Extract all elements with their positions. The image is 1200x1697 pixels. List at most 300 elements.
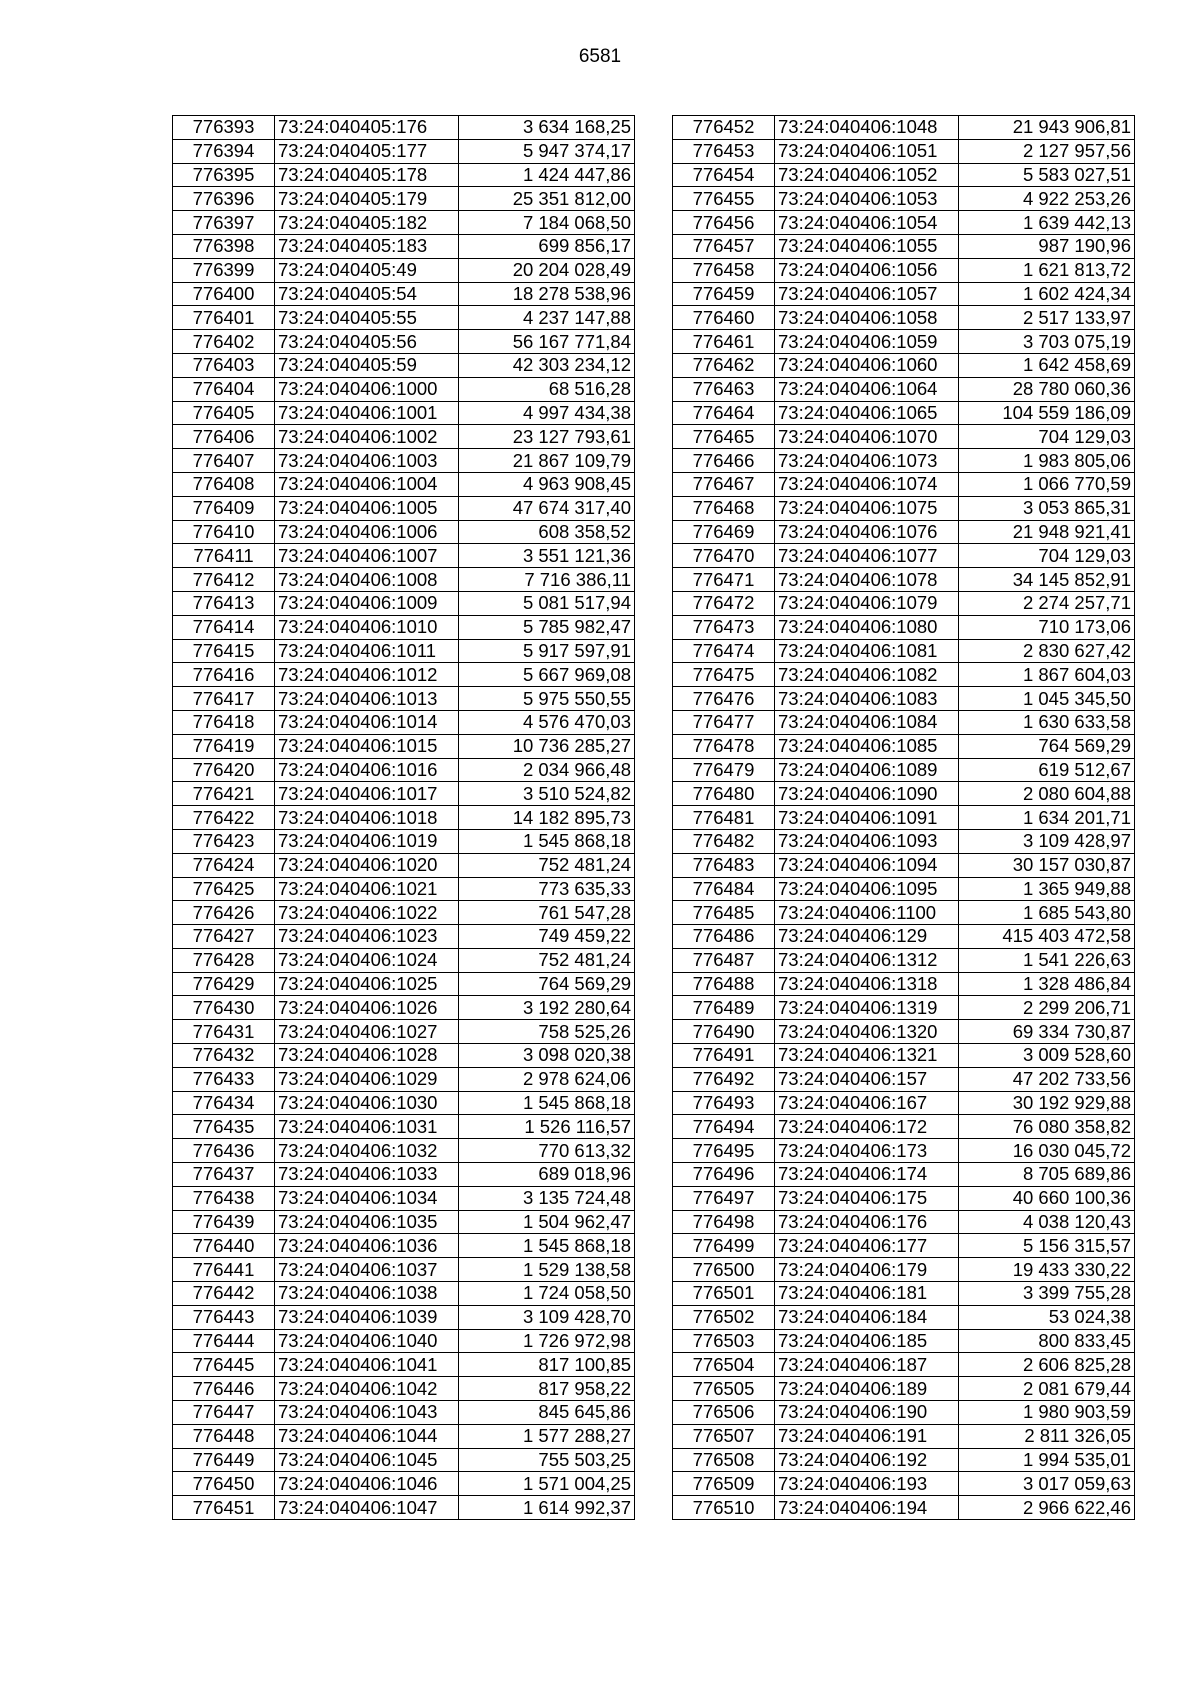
table-row (173, 1424, 635, 1448)
row-number-cell: 776446 (173, 1377, 275, 1401)
cadastral-number-cell: 73:24:040406:173 (775, 1139, 959, 1163)
value-cell: 3 399 755,28 (959, 1282, 1135, 1306)
row-number-cell: 776407 (173, 449, 275, 473)
value-cell: 758 525,26 (459, 1020, 635, 1044)
cadastral-number-cell: 73:24:040406:1070 (775, 425, 959, 449)
cadastral-number-cell: 73:24:040406:1075 (775, 496, 959, 520)
value-cell: 699 856,17 (459, 234, 635, 258)
table-row (673, 925, 1135, 949)
row-number-cell: 776473 (673, 615, 775, 639)
row-number-cell: 776439 (173, 1210, 275, 1234)
row-number-cell: 776458 (673, 258, 775, 282)
value-cell: 40 660 100,36 (959, 1186, 1135, 1210)
table-row (173, 234, 635, 258)
value-cell: 47 674 317,40 (459, 496, 635, 520)
table-row (673, 710, 1135, 734)
row-number-cell: 776399 (173, 258, 275, 282)
cadastral-number-cell: 73:24:040406:1029 (275, 1067, 459, 1091)
value-cell: 2 080 604,88 (959, 782, 1135, 806)
row-number-cell: 776463 (673, 377, 775, 401)
table-row (173, 1234, 635, 1258)
row-number-cell: 776451 (173, 1496, 275, 1520)
row-number-cell: 776486 (673, 925, 775, 949)
row-number-cell: 776468 (673, 496, 775, 520)
value-cell: 28 780 060,36 (959, 377, 1135, 401)
cadastral-number-cell: 73:24:040406:1082 (775, 663, 959, 687)
cadastral-number-cell: 73:24:040406:157 (775, 1067, 959, 1091)
cadastral-number-cell: 73:24:040405:178 (275, 163, 459, 187)
cadastral-number-cell: 73:24:040406:1056 (775, 258, 959, 282)
table-row (173, 163, 635, 187)
table-row (173, 996, 635, 1020)
cadastral-number-cell: 73:24:040406:1023 (275, 925, 459, 949)
row-number-cell: 776406 (173, 425, 275, 449)
value-cell: 4 997 434,38 (459, 401, 635, 425)
value-cell: 1 983 805,06 (959, 449, 1135, 473)
row-number-cell: 776400 (173, 282, 275, 306)
table-row (173, 758, 635, 782)
value-cell: 770 613,32 (459, 1139, 635, 1163)
table-row (673, 306, 1135, 330)
table-row (173, 925, 635, 949)
row-number-cell: 776438 (173, 1186, 275, 1210)
row-number-cell: 776408 (173, 472, 275, 496)
cadastral-number-cell: 73:24:040406:1312 (775, 948, 959, 972)
table-row (673, 948, 1135, 972)
row-number-cell: 776471 (673, 568, 775, 592)
cadastral-number-cell: 73:24:040406:1320 (775, 1020, 959, 1044)
table-row (673, 1377, 1135, 1401)
cadastral-number-cell: 73:24:040406:1018 (275, 806, 459, 830)
row-number-cell: 776476 (673, 687, 775, 711)
value-cell: 619 512,67 (959, 758, 1135, 782)
value-cell: 3 510 524,82 (459, 782, 635, 806)
table-row (673, 1401, 1135, 1425)
row-number-cell: 776421 (173, 782, 275, 806)
value-cell: 5 975 550,55 (459, 687, 635, 711)
table-row (673, 853, 1135, 877)
table-row (173, 449, 635, 473)
table-row (673, 1329, 1135, 1353)
value-cell: 68 516,28 (459, 377, 635, 401)
table-row (673, 734, 1135, 758)
value-cell: 761 547,28 (459, 901, 635, 925)
value-cell: 3 135 724,48 (459, 1186, 635, 1210)
row-number-cell: 776469 (673, 520, 775, 544)
table-row (173, 948, 635, 972)
cadastral-number-cell: 73:24:040405:59 (275, 353, 459, 377)
cadastral-number-cell: 73:24:040406:1052 (775, 163, 959, 187)
table-row (173, 401, 635, 425)
value-cell: 21 948 921,41 (959, 520, 1135, 544)
table-row (173, 806, 635, 830)
value-cell: 1 328 486,84 (959, 972, 1135, 996)
row-number-cell: 776410 (173, 520, 275, 544)
table-row (673, 1282, 1135, 1306)
table-row (173, 1401, 635, 1425)
table-row (173, 1020, 635, 1044)
row-number-cell: 776449 (173, 1448, 275, 1472)
row-number-cell: 776466 (673, 449, 775, 473)
registry-table-left (172, 115, 635, 1520)
value-cell: 1 504 962,47 (459, 1210, 635, 1234)
cadastral-number-cell: 73:24:040405:56 (275, 330, 459, 354)
table-row (673, 1496, 1135, 1520)
table-row (673, 877, 1135, 901)
row-number-cell: 776460 (673, 306, 775, 330)
cadastral-number-cell: 73:24:040406:1054 (775, 211, 959, 235)
cadastral-number-cell: 73:24:040406:1064 (775, 377, 959, 401)
value-cell: 3 053 865,31 (959, 496, 1135, 520)
table-row (173, 211, 635, 235)
value-cell: 1 066 770,59 (959, 472, 1135, 496)
table-row (673, 282, 1135, 306)
cadastral-number-cell: 73:24:040406:1053 (775, 187, 959, 211)
cadastral-number-cell: 73:24:040406:1037 (275, 1258, 459, 1282)
row-number-cell: 776420 (173, 758, 275, 782)
value-cell: 69 334 730,87 (959, 1020, 1135, 1044)
value-cell: 2 830 627,42 (959, 639, 1135, 663)
row-number-cell: 776413 (173, 591, 275, 615)
row-number-cell: 776404 (173, 377, 275, 401)
table-row (673, 1139, 1135, 1163)
value-cell: 3 009 528,60 (959, 1044, 1135, 1068)
row-number-cell: 776499 (673, 1234, 775, 1258)
table-row (673, 1258, 1135, 1282)
table-row (173, 1067, 635, 1091)
cadastral-number-cell: 73:24:040406:1015 (275, 734, 459, 758)
value-cell: 817 100,85 (459, 1353, 635, 1377)
cadastral-number-cell: 73:24:040406:1003 (275, 449, 459, 473)
value-cell: 5 917 597,91 (459, 639, 635, 663)
row-number-cell: 776459 (673, 282, 775, 306)
value-cell: 1 545 868,18 (459, 829, 635, 853)
cadastral-number-cell: 73:24:040406:1002 (275, 425, 459, 449)
value-cell: 14 182 895,73 (459, 806, 635, 830)
table-row (173, 687, 635, 711)
table-row (673, 1163, 1135, 1187)
value-cell: 752 481,24 (459, 853, 635, 877)
table-row (173, 1305, 635, 1329)
cadastral-number-cell: 73:24:040406:1091 (775, 806, 959, 830)
table-row (173, 877, 635, 901)
value-cell: 1 724 058,50 (459, 1282, 635, 1306)
row-number-cell: 776483 (673, 853, 775, 877)
cadastral-number-cell: 73:24:040406:1043 (275, 1401, 459, 1425)
row-number-cell: 776444 (173, 1329, 275, 1353)
cadastral-number-cell: 73:24:040406:1034 (275, 1186, 459, 1210)
cadastral-number-cell: 73:24:040406:1039 (275, 1305, 459, 1329)
cadastral-number-cell: 73:24:040406:1032 (275, 1139, 459, 1163)
table-row (673, 687, 1135, 711)
row-number-cell: 776505 (673, 1377, 775, 1401)
value-cell: 30 192 929,88 (959, 1091, 1135, 1115)
cadastral-number-cell: 73:24:040406:1090 (775, 782, 959, 806)
table-row (673, 1067, 1135, 1091)
table-row (173, 853, 635, 877)
row-number-cell: 776445 (173, 1353, 275, 1377)
cadastral-number-cell: 73:24:040406:1028 (275, 1044, 459, 1068)
row-number-cell: 776501 (673, 1282, 775, 1306)
row-number-cell: 776493 (673, 1091, 775, 1115)
row-number-cell: 776492 (673, 1067, 775, 1091)
value-cell: 2 978 624,06 (459, 1067, 635, 1091)
value-cell: 1 424 447,86 (459, 163, 635, 187)
table-row (673, 425, 1135, 449)
value-cell: 1 980 903,59 (959, 1401, 1135, 1425)
value-cell: 755 503,25 (459, 1448, 635, 1472)
value-cell: 1 867 604,03 (959, 663, 1135, 687)
cadastral-number-cell: 73:24:040406:1007 (275, 544, 459, 568)
row-number-cell: 776500 (673, 1258, 775, 1282)
row-number-cell: 776448 (173, 1424, 275, 1448)
table-row (673, 758, 1135, 782)
cadastral-number-cell: 73:24:040406:1000 (275, 377, 459, 401)
cadastral-number-cell: 73:24:040405:55 (275, 306, 459, 330)
table-row (173, 116, 635, 140)
cadastral-number-cell: 73:24:040406:1041 (275, 1353, 459, 1377)
value-cell: 3 551 121,36 (459, 544, 635, 568)
value-cell: 2 081 679,44 (959, 1377, 1135, 1401)
cadastral-number-cell: 73:24:040406:167 (775, 1091, 959, 1115)
row-number-cell: 776472 (673, 591, 775, 615)
value-cell: 1 526 116,57 (459, 1115, 635, 1139)
table-row (173, 1139, 635, 1163)
cadastral-number-cell: 73:24:040406:1078 (775, 568, 959, 592)
value-cell: 5 947 374,17 (459, 139, 635, 163)
cadastral-number-cell: 73:24:040406:1318 (775, 972, 959, 996)
table-row (673, 1044, 1135, 1068)
value-cell: 773 635,33 (459, 877, 635, 901)
table-row (173, 1115, 635, 1139)
row-number-cell: 776414 (173, 615, 275, 639)
row-number-cell: 776417 (173, 687, 275, 711)
value-cell: 987 190,96 (959, 234, 1135, 258)
cadastral-number-cell: 73:24:040406:129 (775, 925, 959, 949)
row-number-cell: 776479 (673, 758, 775, 782)
cadastral-number-cell: 73:24:040406:1011 (275, 639, 459, 663)
row-number-cell: 776464 (673, 401, 775, 425)
value-cell: 1 634 201,71 (959, 806, 1135, 830)
row-number-cell: 776436 (173, 1139, 275, 1163)
table-row (673, 591, 1135, 615)
row-number-cell: 776430 (173, 996, 275, 1020)
table-row (173, 615, 635, 639)
value-cell: 3 703 075,19 (959, 330, 1135, 354)
row-number-cell: 776490 (673, 1020, 775, 1044)
row-number-cell: 776487 (673, 948, 775, 972)
row-number-cell: 776393 (173, 116, 275, 140)
cadastral-number-cell: 73:24:040406:1042 (275, 1377, 459, 1401)
row-number-cell: 776508 (673, 1448, 775, 1472)
value-cell: 4 237 147,88 (459, 306, 635, 330)
value-cell: 2 127 957,56 (959, 139, 1135, 163)
cadastral-number-cell: 73:24:040405:54 (275, 282, 459, 306)
value-cell: 104 559 186,09 (959, 401, 1135, 425)
value-cell: 3 098 020,38 (459, 1044, 635, 1068)
value-cell: 2 966 622,46 (959, 1496, 1135, 1520)
table-row (673, 472, 1135, 496)
row-number-cell: 776455 (673, 187, 775, 211)
cadastral-number-cell: 73:24:040405:182 (275, 211, 459, 235)
table-row (673, 782, 1135, 806)
table-row (173, 139, 635, 163)
row-number-cell: 776405 (173, 401, 275, 425)
table-row (173, 1353, 635, 1377)
cadastral-number-cell: 73:24:040406:1095 (775, 877, 959, 901)
cadastral-number-cell: 73:24:040406:1024 (275, 948, 459, 972)
table-row (673, 353, 1135, 377)
table-row (173, 306, 635, 330)
table-row (673, 1091, 1135, 1115)
row-number-cell: 776419 (173, 734, 275, 758)
cadastral-number-cell: 73:24:040406:1038 (275, 1282, 459, 1306)
value-cell: 5 081 517,94 (459, 591, 635, 615)
value-cell: 23 127 793,61 (459, 425, 635, 449)
row-number-cell: 776461 (673, 330, 775, 354)
table-row (673, 639, 1135, 663)
row-number-cell: 776481 (673, 806, 775, 830)
cadastral-number-cell: 73:24:040406:1083 (775, 687, 959, 711)
row-number-cell: 776502 (673, 1305, 775, 1329)
value-cell: 5 667 969,08 (459, 663, 635, 687)
row-number-cell: 776398 (173, 234, 275, 258)
table-row (173, 377, 635, 401)
table-row (673, 996, 1135, 1020)
cadastral-number-cell: 73:24:040406:1321 (775, 1044, 959, 1068)
cadastral-number-cell: 73:24:040406:1076 (775, 520, 959, 544)
cadastral-number-cell: 73:24:040406:185 (775, 1329, 959, 1353)
row-number-cell: 776507 (673, 1424, 775, 1448)
table-row (673, 568, 1135, 592)
table-row (673, 258, 1135, 282)
row-number-cell: 776428 (173, 948, 275, 972)
row-number-cell: 776510 (673, 1496, 775, 1520)
cadastral-number-cell: 73:24:040406:1031 (275, 1115, 459, 1139)
row-number-cell: 776441 (173, 1258, 275, 1282)
row-number-cell: 776484 (673, 877, 775, 901)
value-cell: 4 576 470,03 (459, 710, 635, 734)
table-row (173, 710, 635, 734)
cadastral-number-cell: 73:24:040406:1021 (275, 877, 459, 901)
row-number-cell: 776494 (673, 1115, 775, 1139)
value-cell: 19 433 330,22 (959, 1258, 1135, 1282)
table-row (673, 829, 1135, 853)
row-number-cell: 776435 (173, 1115, 275, 1139)
value-cell: 2 299 206,71 (959, 996, 1135, 1020)
cadastral-number-cell: 73:24:040406:1040 (275, 1329, 459, 1353)
value-cell: 1 685 543,80 (959, 901, 1135, 925)
table-row (673, 1305, 1135, 1329)
table-row (673, 1234, 1135, 1258)
value-cell: 76 080 358,82 (959, 1115, 1135, 1139)
value-cell: 1 639 442,13 (959, 211, 1135, 235)
row-number-cell: 776498 (673, 1210, 775, 1234)
table-row (173, 330, 635, 354)
row-number-cell: 776456 (673, 211, 775, 235)
table-row (673, 1448, 1135, 1472)
table-row (173, 472, 635, 496)
row-number-cell: 776477 (673, 710, 775, 734)
value-cell: 56 167 771,84 (459, 330, 635, 354)
table-row (673, 187, 1135, 211)
cadastral-number-cell: 73:24:040406:190 (775, 1401, 959, 1425)
value-cell: 18 278 538,96 (459, 282, 635, 306)
value-cell: 7 716 386,11 (459, 568, 635, 592)
row-number-cell: 776491 (673, 1044, 775, 1068)
cadastral-number-cell: 73:24:040406:194 (775, 1496, 959, 1520)
row-number-cell: 776424 (173, 853, 275, 877)
cadastral-number-cell: 73:24:040406:1089 (775, 758, 959, 782)
value-cell: 25 351 812,00 (459, 187, 635, 211)
value-cell: 1 642 458,69 (959, 353, 1135, 377)
table-row (173, 496, 635, 520)
value-cell: 800 833,45 (959, 1329, 1135, 1353)
table-row (673, 544, 1135, 568)
cadastral-number-cell: 73:24:040406:1004 (275, 472, 459, 496)
row-number-cell: 776395 (173, 163, 275, 187)
value-cell: 16 030 045,72 (959, 1139, 1135, 1163)
table-row (173, 1163, 635, 1187)
cadastral-number-cell: 73:24:040406:177 (775, 1234, 959, 1258)
row-number-cell: 776467 (673, 472, 775, 496)
table-row (673, 211, 1135, 235)
row-number-cell: 776437 (173, 1163, 275, 1187)
row-number-cell: 776457 (673, 234, 775, 258)
value-cell: 1 621 813,72 (959, 258, 1135, 282)
table-row (173, 1186, 635, 1210)
row-number-cell: 776470 (673, 544, 775, 568)
cadastral-number-cell: 73:24:040406:1051 (775, 139, 959, 163)
registry-table-left-body (173, 116, 635, 1520)
value-cell: 3 109 428,97 (959, 829, 1135, 853)
value-cell: 1 571 004,25 (459, 1472, 635, 1496)
registry-table-right (672, 115, 1135, 1520)
table-row (173, 1448, 635, 1472)
value-cell: 53 024,38 (959, 1305, 1135, 1329)
table-row (173, 1258, 635, 1282)
cadastral-number-cell: 73:24:040406:1027 (275, 1020, 459, 1044)
cadastral-number-cell: 73:24:040406:179 (775, 1258, 959, 1282)
table-row (673, 163, 1135, 187)
cadastral-number-cell: 73:24:040406:1046 (275, 1472, 459, 1496)
cadastral-number-cell: 73:24:040406:1033 (275, 1163, 459, 1187)
row-number-cell: 776433 (173, 1067, 275, 1091)
value-cell: 20 204 028,49 (459, 258, 635, 282)
value-cell: 2 606 825,28 (959, 1353, 1135, 1377)
cadastral-number-cell: 73:24:040406:1057 (775, 282, 959, 306)
table-row (173, 1210, 635, 1234)
page-number: 6581 (578, 46, 622, 67)
table-row (673, 116, 1135, 140)
row-number-cell: 776434 (173, 1091, 275, 1115)
table-row (673, 972, 1135, 996)
row-number-cell: 776447 (173, 1401, 275, 1425)
row-number-cell: 776409 (173, 496, 275, 520)
table-row (673, 330, 1135, 354)
cadastral-number-cell: 73:24:040406:176 (775, 1210, 959, 1234)
value-cell: 3 192 280,64 (459, 996, 635, 1020)
row-number-cell: 776415 (173, 639, 275, 663)
table-row (173, 520, 635, 544)
cadastral-number-cell: 73:24:040406:1030 (275, 1091, 459, 1115)
table-row (673, 520, 1135, 544)
value-cell: 3 017 059,63 (959, 1472, 1135, 1496)
table-row (173, 425, 635, 449)
value-cell: 608 358,52 (459, 520, 635, 544)
value-cell: 7 184 068,50 (459, 211, 635, 235)
value-cell: 1 726 972,98 (459, 1329, 635, 1353)
